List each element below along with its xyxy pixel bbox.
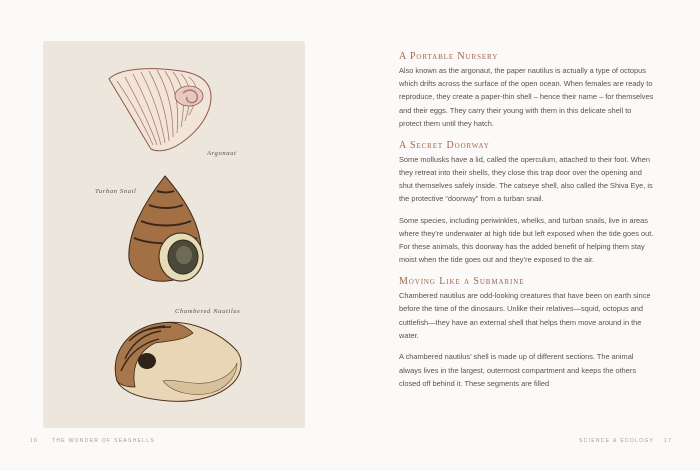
- shell-illustrations: [43, 41, 305, 428]
- article-text-column: [399, 50, 655, 399]
- right-running-title: SCIENCE & ECOLOGY: [579, 438, 655, 444]
- paragraph: A chambered nautilus’ shell is made up of different sections. The animal always lives in the largest, outermost compartment and keeps the others closed off behind it. These segments are filled: [399, 352, 637, 388]
- illustration-plate: [43, 41, 305, 428]
- paragraph: Some species, including periwinkles, whelks, and turban snails, live in areas where they’re underwater at high tide but left exposed when the tide goes out. For these animals, this doorway has the added benefit of helping them stay moist when the tide goes out and they’re exposed to the air.: [399, 215, 654, 265]
- paragraph: Chambered nautilus are odd-looking creatures that have been on earth since before the time of the dinosaurs. Unlike their relatives—squid, octopus and cuttlefish—they have an external shell that helps them move around in the water.: [399, 291, 651, 340]
- section-moving-like-a-submarine: [399, 275, 655, 390]
- left-page-number: 16: [30, 438, 39, 444]
- section-portable-nursery: [399, 50, 655, 130]
- chambered-nautilus-illustration: [115, 322, 241, 401]
- argonaut-caption: Argonaut: [207, 150, 237, 157]
- paragraph: Also known as the argonaut, the paper nautilus is actually a type of octopus which drifts across the surface of the open ocean. When females are ready to reproduce, they create a paper-thin shell – hence their name – for themselves and their eggs. They carry their young with them in this delicate shell to protect them until they hatch.: [399, 66, 654, 128]
- turban-snail-illustration: [129, 176, 203, 281]
- argonaut-shell-illustration: [109, 69, 211, 151]
- section-heading: A Secret Doorway: [399, 139, 490, 151]
- section-heading: A Portable Nursery: [399, 51, 499, 62]
- chambered-nautilus-caption: Chambered Nautilus: [175, 308, 241, 315]
- section-secret-doorway: [399, 139, 655, 267]
- paragraph: Some mollusks have a lid, called the operculum, attached to their foot. When they retreat into their shells, they close this trap door over the opening and shut themselves safely inside. The catseye shell, also called the Shiva Eye, is the protective “doorway” from a turban snail.: [399, 154, 653, 204]
- left-running-title: THE WONDER OF SEASHELLS: [52, 438, 155, 444]
- right-page-number: 17: [664, 438, 673, 444]
- section-heading: Moving Like a Submarine: [399, 276, 525, 288]
- turban-snail-caption: Turban Snail: [95, 188, 137, 195]
